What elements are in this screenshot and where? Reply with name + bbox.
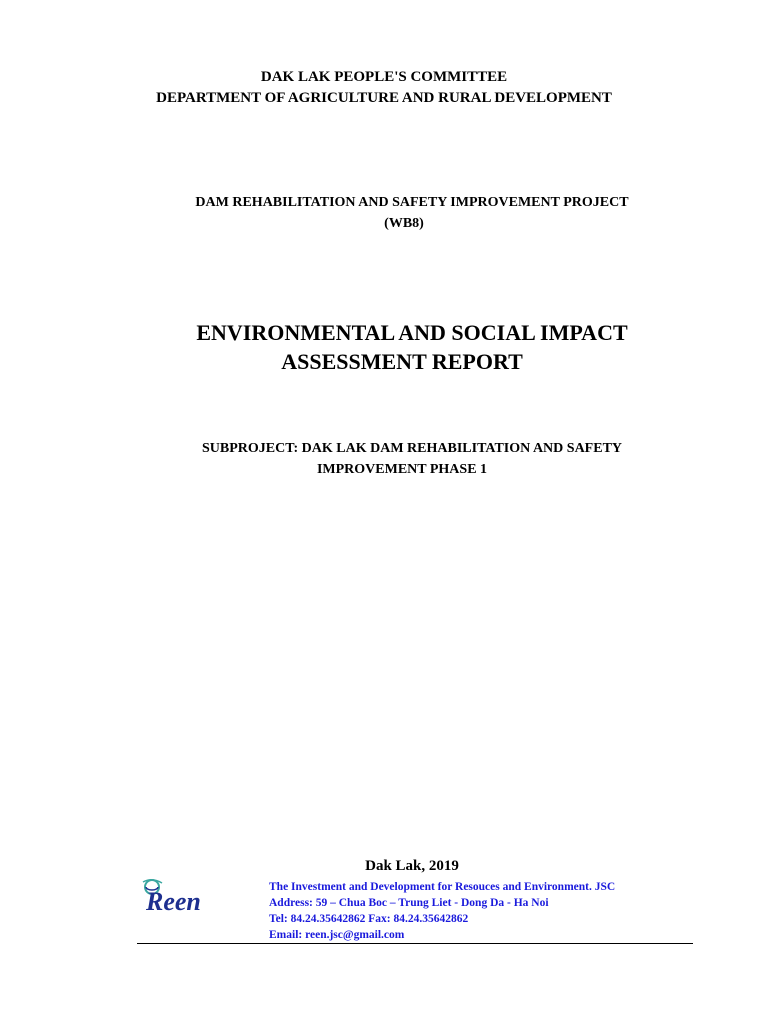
report-title-line2: ASSESSMENT REPORT	[281, 349, 523, 374]
footer-divider	[137, 943, 693, 944]
company-phone-fax: Tel: 84.24.35642862 Fax: 84.24.35642862	[269, 913, 469, 925]
project-code: (WB8)	[384, 216, 424, 231]
place-date: Dak Lak, 2019	[365, 858, 459, 874]
committee-name: DAK LAK PEOPLE'S COMMITTEE	[260, 69, 508, 85]
report-title-line1: ENVIRONMENTAL AND SOCIAL IMPACT	[196, 320, 628, 345]
reen-logo	[140, 876, 230, 916]
subproject-line1: SUBPROJECT: DAK LAK DAM REHABILITATION AND SAFETY	[201, 441, 623, 456]
subproject-line2: IMPROVEMENT PHASE 1	[316, 462, 488, 477]
reen-logo-mark	[140, 876, 230, 916]
company-email: Email: reen.jsc@gmail.com	[269, 929, 405, 941]
company-address: Address: 59 – Chua Boc – Trung Liet - Dong Da - Ha Noi	[269, 897, 549, 909]
company-name: The Investment and Development for Resouces and Environment. JSC	[269, 881, 616, 893]
project-name: DAM REHABILITATION AND SAFETY IMPROVEMENT PROJECT	[195, 195, 629, 210]
logo-text: Reen	[146, 887, 201, 916]
department-name: DEPARTMENT OF AGRICULTURE AND RURAL DEVELOPMENT	[156, 90, 612, 106]
